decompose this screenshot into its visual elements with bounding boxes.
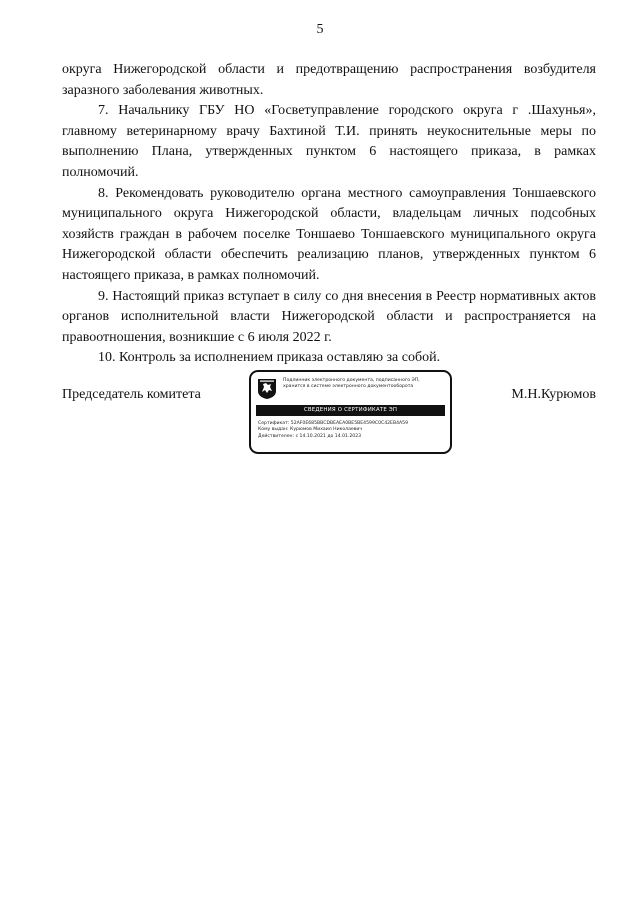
page-number: 5: [316, 22, 324, 37]
stamp-notice-line: хранится в системе электронного документооборота: [283, 384, 414, 389]
stamp-details: [258, 421, 448, 440]
stamp-issued-to: Кому выдан: Курюмов Михаил Николаевич: [258, 427, 363, 433]
signatory-title: Председатель комитета: [62, 387, 201, 402]
signatory-name: М.Н.Курюмов: [511, 387, 596, 402]
electronic-signature-stamp: [249, 370, 452, 454]
stamp-validity: Действителен: с 14.10.2021 до 14.01.2023: [258, 433, 362, 439]
stamp-header: СВЕДЕНИЯ О СЕРТИФИКАТЕ ЭП: [256, 405, 445, 416]
stamp-certificate: Сертификат: 52AF0E685BBCDBEAEA0BE5BE4599C0C42EB4A59: [258, 421, 409, 426]
paragraph-item-10: 10. Контроль за исполнением приказа оставляю за собой.: [98, 350, 441, 366]
paragraph-item-8: 8. Рекомендовать руководителю органа местного самоуправления Тоншаевского муниципального округа Нижегородской области, владельцам личных подсобных хозяйств граждан в рабочем поселке Тоншаево Тоншаевского муниципального округа Нижегородской области обеспечить реализацию планов, утвержденных пунктом 6 настоящего приказа, в рамках полномочий.: [62, 185, 596, 283]
stamp-notice: [283, 378, 449, 390]
coat-of-arms-icon: [257, 378, 277, 400]
stamp-notice-line: Подлинник электронного документа, подписанного ЭП,: [283, 378, 420, 383]
signature-block: [62, 370, 596, 456]
document-body: [62, 60, 596, 369]
paragraph-item-9: 9. Настоящий приказ вступает в силу со дня внесения в Реестр нормативных актов органов исполнительной власти Нижегородской области и распространяется на правоотношения, возникшие с 6 июля 2022 г.: [62, 288, 596, 345]
paragraph-continuation: округа Нижегородской области и предотвращению распространения возбудителя заразного заболевания животных.: [62, 62, 596, 98]
paragraph-item-7: 7. Начальнику ГБУ НО «Госветуправление городского округа г .Шахунья», главному ветеринарному врачу Бахтиной Т.И. принять неукоснительные меры по выполнению Плана, утвержденных пунктом 6 настоящего приказа, в рамках полномочий.: [62, 103, 596, 180]
